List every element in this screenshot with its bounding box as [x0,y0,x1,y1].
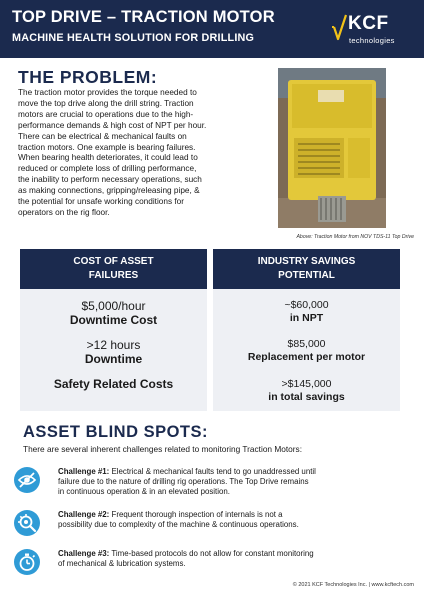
page-subtitle: MACHINE HEALTH SOLUTION FOR DRILLING [12,32,255,44]
safety-costs-label: Safety Related Costs [53,377,174,391]
cost-panel-heading [20,249,207,289]
logo-subtext: technologies [349,36,395,45]
problem-body [18,88,263,219]
problem-line: as making connections, gripping/releasing pipe, & [18,186,200,196]
challenge-label: Challenge #1: [58,467,110,476]
savings-heading-line: INDUSTRY SAVINGS [257,256,356,267]
problem-heading: THE PROBLEM: [18,67,158,87]
logo-text: KCF [348,13,389,34]
traction-motor-photo [278,68,386,228]
challenge-text [58,549,410,569]
challenge-line: of mechanical & lubrication systems. [58,559,186,569]
challenge-line: Electrical & mechanical faults tend to go unaddressed until [109,467,316,476]
cost-heading-line: FAILURES [88,270,139,281]
challenge-line: failure due to the nature of drilling rig operations. The Top Drive remains [58,477,309,487]
problem-line: traction motors. One example is bearing failures. [18,142,196,152]
savings-panel-heading [213,249,400,289]
downtime-cost-value: $5,000/hour [81,299,146,313]
challenge-label: Challenge #3: [58,549,110,558]
npt-savings-value: ~$60,000 [284,299,329,311]
replacement-label: Replacement per motor [247,351,366,363]
challenge-line: in continuous operation & in an elevated position. [58,487,230,497]
kcf-logo [332,13,414,49]
stopwatch-icon [14,549,40,575]
header-banner [0,0,424,58]
problem-line: the inability to perform necessary operations, such [18,175,202,185]
total-savings-label: in total savings [268,391,345,403]
eye-slash-icon [14,467,40,493]
cost-heading-line: COST OF ASSET [73,256,154,267]
problem-line: When bearing health deteriorates, it could lead to [18,153,198,163]
blind-spots-intro: There are several inherent challenges related to monitoring Traction Motors: [23,444,303,454]
challenge-line: possibility due to complexity of the machine & continuous operations. [58,520,299,530]
motor-photo-illustration [278,68,386,228]
problem-line: the potential for unsafe working conditions for [18,197,185,207]
blind-spots-heading: ASSET BLIND SPOTS: [23,423,209,441]
problem-line: performance demands & high cost of NPT per hour. [18,120,207,130]
downtime-label: Downtime [84,352,143,366]
problem-line: motors are crucial to operations due to the high- [18,109,194,119]
downtime-value: >12 hours [86,338,141,352]
inspection-gear-icon [14,510,40,536]
challenge-text [58,467,410,498]
logo-mark-icon [332,13,348,45]
problem-line: move the top drive along the drill string. Traction [18,98,194,108]
downtime-cost-label: Downtime Cost [69,313,158,327]
replacement-value: $85,000 [287,338,326,350]
problem-line: There can be electrical & mechanical faults on [18,131,187,141]
challenge-label: Challenge #2: [58,510,110,519]
total-savings-value: >$145,000 [281,378,332,390]
industry-savings-panel [213,249,400,411]
cost-of-failures-panel [20,249,207,411]
challenge-text [58,510,410,530]
savings-heading-line: POTENTIAL [278,270,335,281]
problem-line: The traction motor provides the torque needed to [18,88,197,97]
footer-copyright: © 2021 KCF Technologies Inc. | www.kcftech.com [292,582,414,588]
photo-caption: Above: Traction Motor from NOV TDS-11 Top Drive [296,234,414,240]
problem-line: reduced or complete loss of drilling performance, [18,164,197,174]
problem-line: operators on the rig floor. [18,207,110,217]
challenge-line: Time-based protocols do not allow for constant monitoring [109,549,314,558]
challenge-line: Frequent thorough inspection of internals is not a [109,510,283,519]
npt-savings-label: in NPT [289,312,324,324]
page-title: TOP DRIVE – TRACTION MOTOR [12,8,275,26]
